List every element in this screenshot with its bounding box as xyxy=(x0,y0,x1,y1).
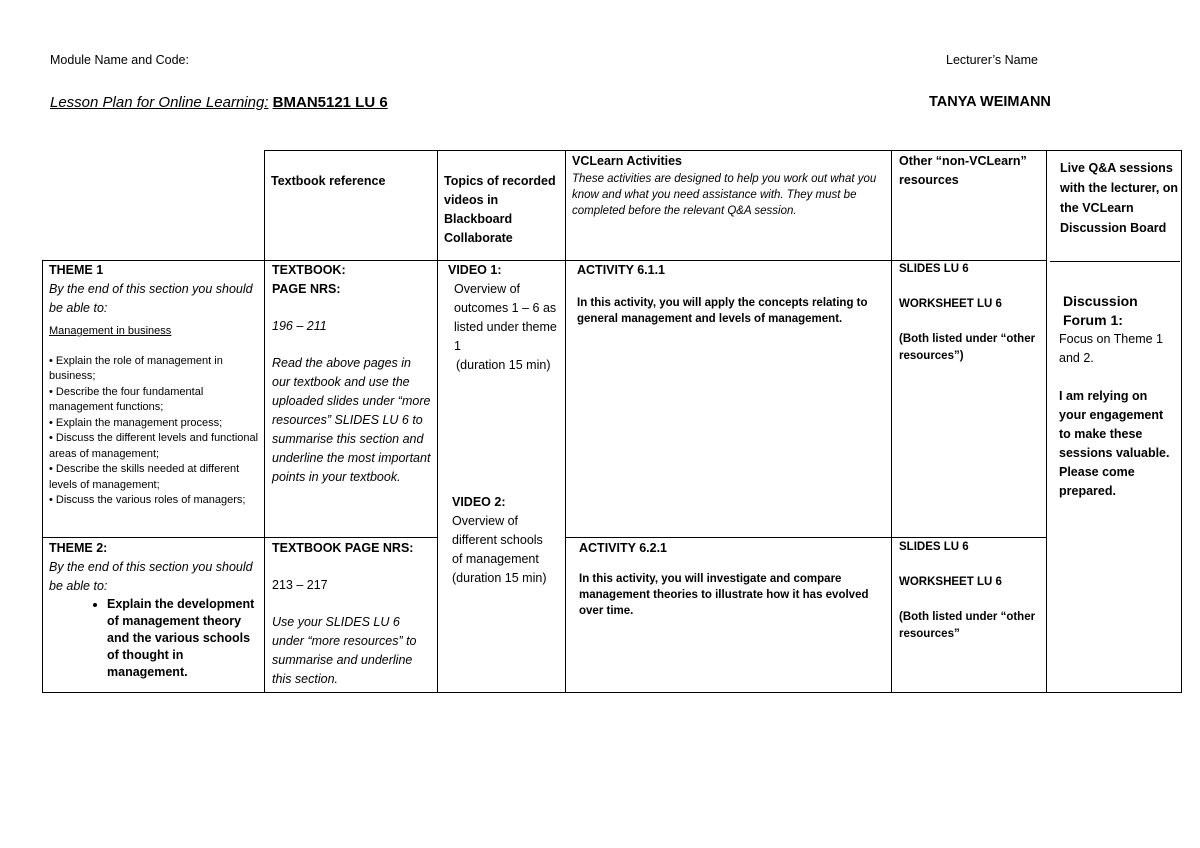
discussion-title: Discussion Forum 1: xyxy=(1063,293,1138,328)
title-text: Lesson Plan for Online Learning: xyxy=(50,94,269,111)
grid-line xyxy=(1050,261,1180,262)
activity2-description: In this activity, you will investigate and compare management theories to illustrate how it has evolved over time. xyxy=(579,573,869,617)
discussion-cell xyxy=(1059,292,1177,501)
video1-description: Overview of outcomes 1 – 6 as listed under theme 1 xyxy=(454,282,557,353)
activity1-description: In this activity, you will apply the concepts relating to general management and levels of management. xyxy=(577,297,868,325)
grid-line xyxy=(565,537,1046,538)
grid-line xyxy=(264,150,265,260)
grid-line xyxy=(1046,150,1047,693)
theme1-intro: By the end of this section you should be able to: xyxy=(49,282,253,315)
theme2-pages-label: TEXTBOOK PAGE NRS: xyxy=(272,541,414,555)
col-header-topics: Topics of recorded videos in Blackboard Collaborate xyxy=(444,174,556,245)
theme2-outcome-bullet: • Explain the development of management theory and the various schools of thought in management. xyxy=(107,596,261,681)
theme1-listed-note: (Both listed under “other resources”) xyxy=(899,333,1036,362)
grid-line xyxy=(264,150,1182,151)
grid-line xyxy=(1181,150,1182,693)
theme1-slides: SLIDES LU 6 xyxy=(899,263,969,275)
grid-line xyxy=(891,150,892,693)
module-label: Module Name and Code: xyxy=(50,53,189,67)
video1-duration: (duration 15 min) xyxy=(456,358,551,372)
outcome-bullet: • Explain the role of management in business; xyxy=(49,354,223,382)
theme1-textbook-note: Read the above pages in our textbook and use the uploaded slides under “more resources” SLIDES LU 6 to summarise this section and underline the most important points in your textbook. xyxy=(272,356,431,484)
module-code: BMAN5121 LU 6 xyxy=(272,94,388,111)
theme2-intro: By the end of this section you should be able to: xyxy=(49,560,253,593)
outcome-bullet: • Discuss the different levels and functional areas of management; xyxy=(49,432,259,460)
outcome-bullet: • Describe the four fundamental management functions; xyxy=(49,385,204,413)
col-header-other: Other “non-VCLearn” resources xyxy=(899,154,1027,187)
theme1-pages-label: PAGE NRS: xyxy=(272,282,341,296)
video2-title: VIDEO 2: xyxy=(452,495,506,509)
theme1-subtitle: Management in business xyxy=(49,325,172,337)
video2-duration: (duration 15 min) xyxy=(452,571,547,585)
theme2-other-resources xyxy=(899,539,1042,643)
page-title xyxy=(50,94,388,111)
discussion-focus: Focus on Theme 1 and 2. xyxy=(1059,332,1163,365)
theme1-activity xyxy=(577,261,887,327)
vclearn-title: VCLearn Activities xyxy=(572,154,682,168)
grid-line xyxy=(42,260,43,693)
theme1-textbook-label: TEXTBOOK: xyxy=(272,263,346,277)
video2-description: Overview of different schools of management xyxy=(452,514,543,566)
videos-cell xyxy=(448,261,560,585)
theme2-outcomes xyxy=(49,539,261,681)
grid-line xyxy=(42,537,437,538)
theme1-worksheet: WORKSHEET LU 6 xyxy=(899,298,1002,310)
theme1-other-resources xyxy=(899,261,1042,365)
col-header-vclearn xyxy=(572,152,888,219)
grid-line xyxy=(565,150,566,693)
theme2-textbook-note: Use your SLIDES LU 6 under “more resources” to summarise and underline this section. xyxy=(272,615,417,686)
outcome-bullet: • Describe the skills needed at different levels of management; xyxy=(49,463,240,491)
activity1-title: ACTIVITY 6.1.1 xyxy=(577,263,665,277)
theme1-textbook xyxy=(272,261,432,487)
theme1-outcomes xyxy=(49,261,261,509)
theme2-slides: SLIDES LU 6 xyxy=(899,541,969,553)
video1-title: VIDEO 1: xyxy=(448,263,502,277)
outcome-bullet: • Discuss the various roles of managers; xyxy=(49,494,246,506)
grid-line xyxy=(437,260,438,693)
lecturer-label: Lecturer’s Name xyxy=(946,53,1038,67)
theme2-pages: 213 – 217 xyxy=(272,578,328,592)
theme2-worksheet: WORKSHEET LU 6 xyxy=(899,576,1002,588)
grid-line xyxy=(42,692,1182,693)
col-header-textbook: Textbook reference xyxy=(271,174,386,188)
theme2-listed-note: (Both listed under “other resources” xyxy=(899,611,1036,640)
theme2-textbook xyxy=(272,539,432,689)
theme1-pages: 196 – 211 xyxy=(272,319,327,333)
col-header-live: Live Q&A sessions with the lecturer, on the VCLearn Discussion Board xyxy=(1060,161,1179,235)
grid-line xyxy=(264,260,265,693)
outcome-bullet: • Explain the management process; xyxy=(49,416,223,429)
activity2-title: ACTIVITY 6.2.1 xyxy=(579,541,667,555)
vclearn-description: These activities are designed to help you work out what you know and what you need assistance with. They must be completed before the relevant Q&A session. xyxy=(572,173,877,217)
theme2-title: THEME 2: xyxy=(49,541,108,555)
discussion-note: I am relying on your engagement to make these sessions valuable. Please come prepared. xyxy=(1059,389,1170,498)
lesson-plan-table xyxy=(42,150,1182,693)
grid-line xyxy=(437,150,438,260)
theme2-activity xyxy=(579,539,887,619)
lecturer-name: TANYA WEIMANN xyxy=(929,94,1051,110)
theme1-title: THEME 1 xyxy=(49,263,104,277)
